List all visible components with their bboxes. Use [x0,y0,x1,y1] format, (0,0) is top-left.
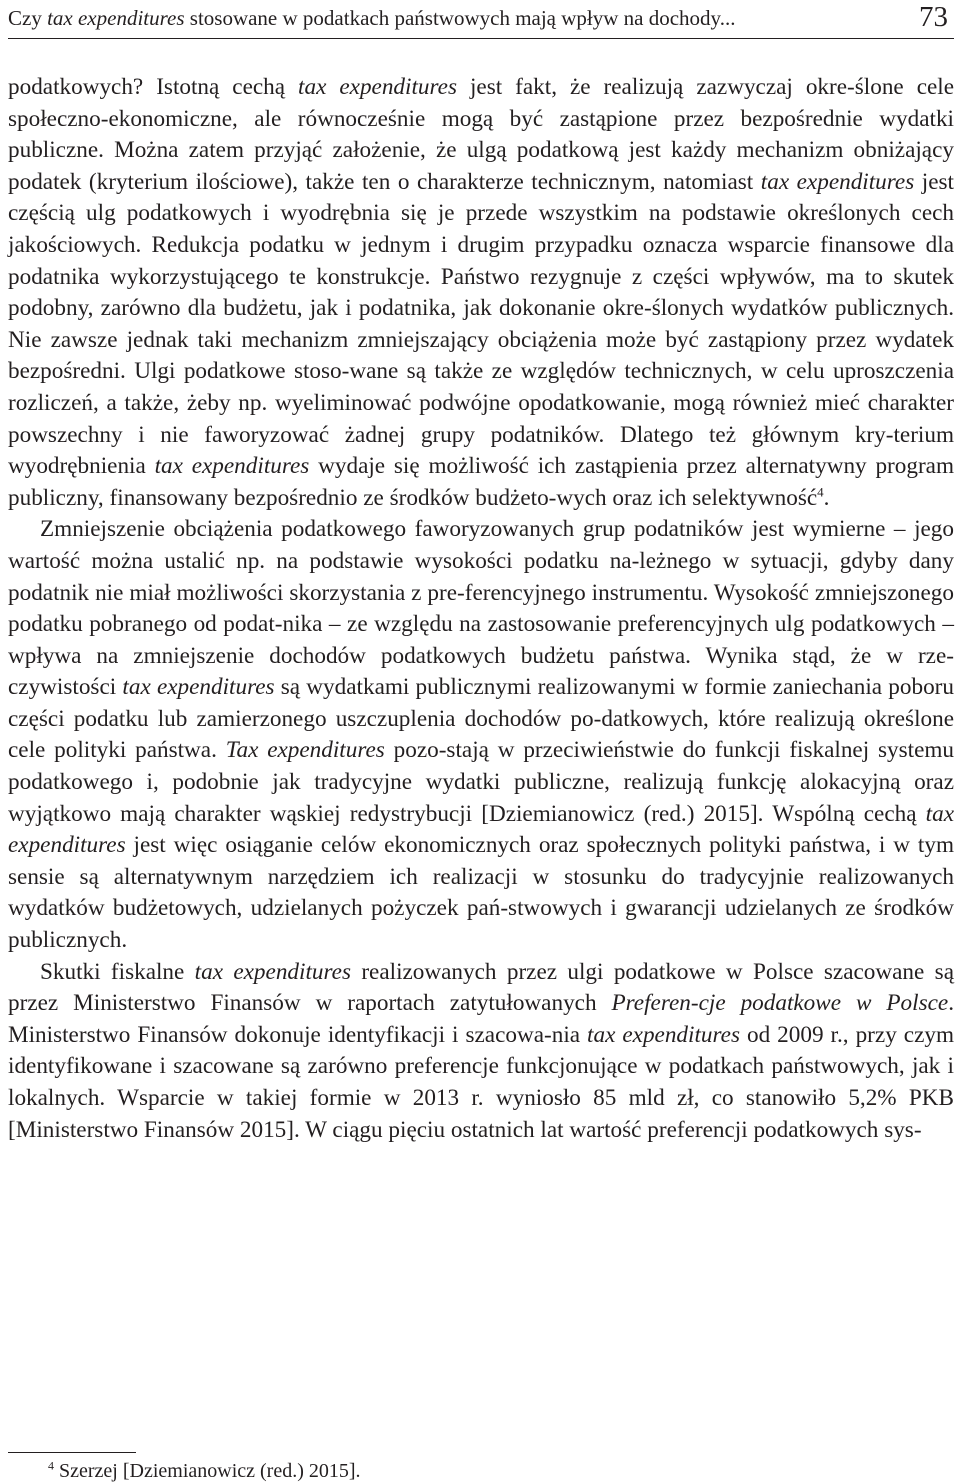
header-rule [8,38,954,39]
text-run: jest więc osiąganie celów ekonomicznych oraz społecznych polityki państwa, i w tym sensie są alternatywnym narzędziem ich realizacji w stosunku do tradycyjnie realizowanych wydatków budżetowych, udzielanych pożyczek pań-​stwowych i gwarancji udzielanych ze środków publicznych. [8,832,954,954]
text-run: jest fakt, że realizują zazwyczaj okre-​ślone cele społeczno-ekonomiczne, ale równocześnie mogą być zastąpione przez bezpośrednie wydatki publiczne. Można zatem przyjąć założenie, że ulgą podatkową jest każdy mechanizm obniżający podatek (kryterium ilościowe), także ten o charakterze technicznym, natomiast [8,74,955,195]
paragraph-3 [8,957,954,1147]
text-run: jest częścią ulg podatkowych i wyodrębnia się je przede wszystkim na podstawie określonych cech jakościowych. Redukcja podatku w jednym i drugim przypadku oznacza wsparcie finansowe dla podatnika wykorzystującego te konstrukcje. Państwo rezygnuje z części wpływów, ma to skutek podobny, zarówno dla budżetu, jak i podatnika, jak dokonanie okre-​ślonych wydatków publicznych. Nie zawsze jednak taki mechanizm zmniejszający obciążenia może być zastąpiony przez wydatek bezpośredni. Ulgi podatkowe stoso-​wane są także ze względów technicznych, w celu uproszczenia rozliczeń, a także, żeby np. wyeliminować podwójne opodatkowanie, mogą również mieć charakter powszechny i nie faworyzować żadnej grupy podatników. Dlatego też głównym kry-​terium wyodrębnienia [8,168,954,480]
paragraph-1 [8,72,954,514]
text-run: . [823,484,830,511]
text-run: są wydatkami publicznymi realizowanymi w formie zaniechania poboru części podatku lub zamierzonego uszczuplenia dochodów po-​datkowych, które realizują określone cele polityki państwa. [8,674,954,764]
footnote-text: Szerzej [Dziemianowicz (red.) 2015]. [54,1460,361,1482]
running-title-part: stosowane w podatkach państwowych mają wpływ na dochody... [184,6,736,30]
text-run: Zmniejszenie obciążenia podatkowego faworyzowanych grup podatników jest wymierne – jego wartość można ustalić np. na podstawie wysokości podatku na-​leżnego w sytuacji, gdyby dany podatnik nie miał możliwości skorzystania z pre-​ferencyjnego instrumentu. Wysokość zmniejszonego podatku pobranego od podat-​nika – ze względu na zastosowanie preferencyjnych ulg podatkowych – wpływa na zmniejszenie dochodów podatkowych budżetu państwa. Wynika stąd, że w rze-​czywistości [8,516,954,701]
text-run: pozo-​stają w przeciwieństwie do funkcji fiskalnej systemu podatkowego i, podobnie jak tradycyjne wydatki publiczne, realizują funkcję alokacyjną oraz wyjątkowo mają charakter wąskiej redystrybucji [Dziemianowicz (red.) 2015]. Wspólną cechą [8,737,954,827]
text-run: Skutki fiskalne [40,958,195,985]
running-header [8,1,954,34]
body-text [8,72,954,1146]
footnote [48,1460,361,1482]
text-run: wydaje się możliwość ich zastąpienia przez alternatywny program publiczny, finansowany bezpośrednio ze środków budżeto-​wych oraz ich selektywność [8,453,954,511]
paragraph-2 [8,514,954,956]
running-title [8,4,735,32]
italic-term: tax expenditures [587,1021,740,1048]
italic-term: Tax expenditures [225,737,385,764]
italic-report-title: Preferen-​cje podatkowe w Polsce [611,990,949,1017]
italic-term: tax expenditures [8,800,954,859]
running-title-italic: tax expenditures [47,6,185,30]
document-page [8,0,954,1484]
italic-term: tax expenditures [122,674,275,701]
footnote-rule [8,1452,136,1453]
text-run: . Ministerstwo Finansów dokonuje identyfikacji i szacowa-​nia [8,990,954,1048]
text-run: od 2009 r., przy czym identyfikowane i szacowane są zarówno preferencje funkcjonujące w podatkach państwowych, jak i lokalnych. Wsparcie w takiej formie w 2013 r. wyniosło 85 mld zł, co stanowiło 5,2% PKB [Ministerstwo Finansów 2015]. W ciągu pięciu ostatnich lat wartość preferencji podatkowych sys- [8,1021,954,1143]
italic-term: tax expenditures [298,74,457,100]
page-number: 73 [919,1,948,33]
text-run: realizowanych przez ulgi podatkowe w Polsce szacowane są przez Ministerstwo Finansów w raportach zatytułowanych [8,958,954,1017]
text-run: podatkowych? Istotną cechą [8,74,299,100]
footnote-reference[interactable]: 4 [817,483,824,499]
italic-term: tax expenditures [194,958,351,985]
footnote-number: 4 [48,1458,54,1473]
italic-term: tax expenditures [760,168,915,195]
italic-term: tax expenditures [154,453,310,480]
running-title-part: Czy [8,6,48,30]
